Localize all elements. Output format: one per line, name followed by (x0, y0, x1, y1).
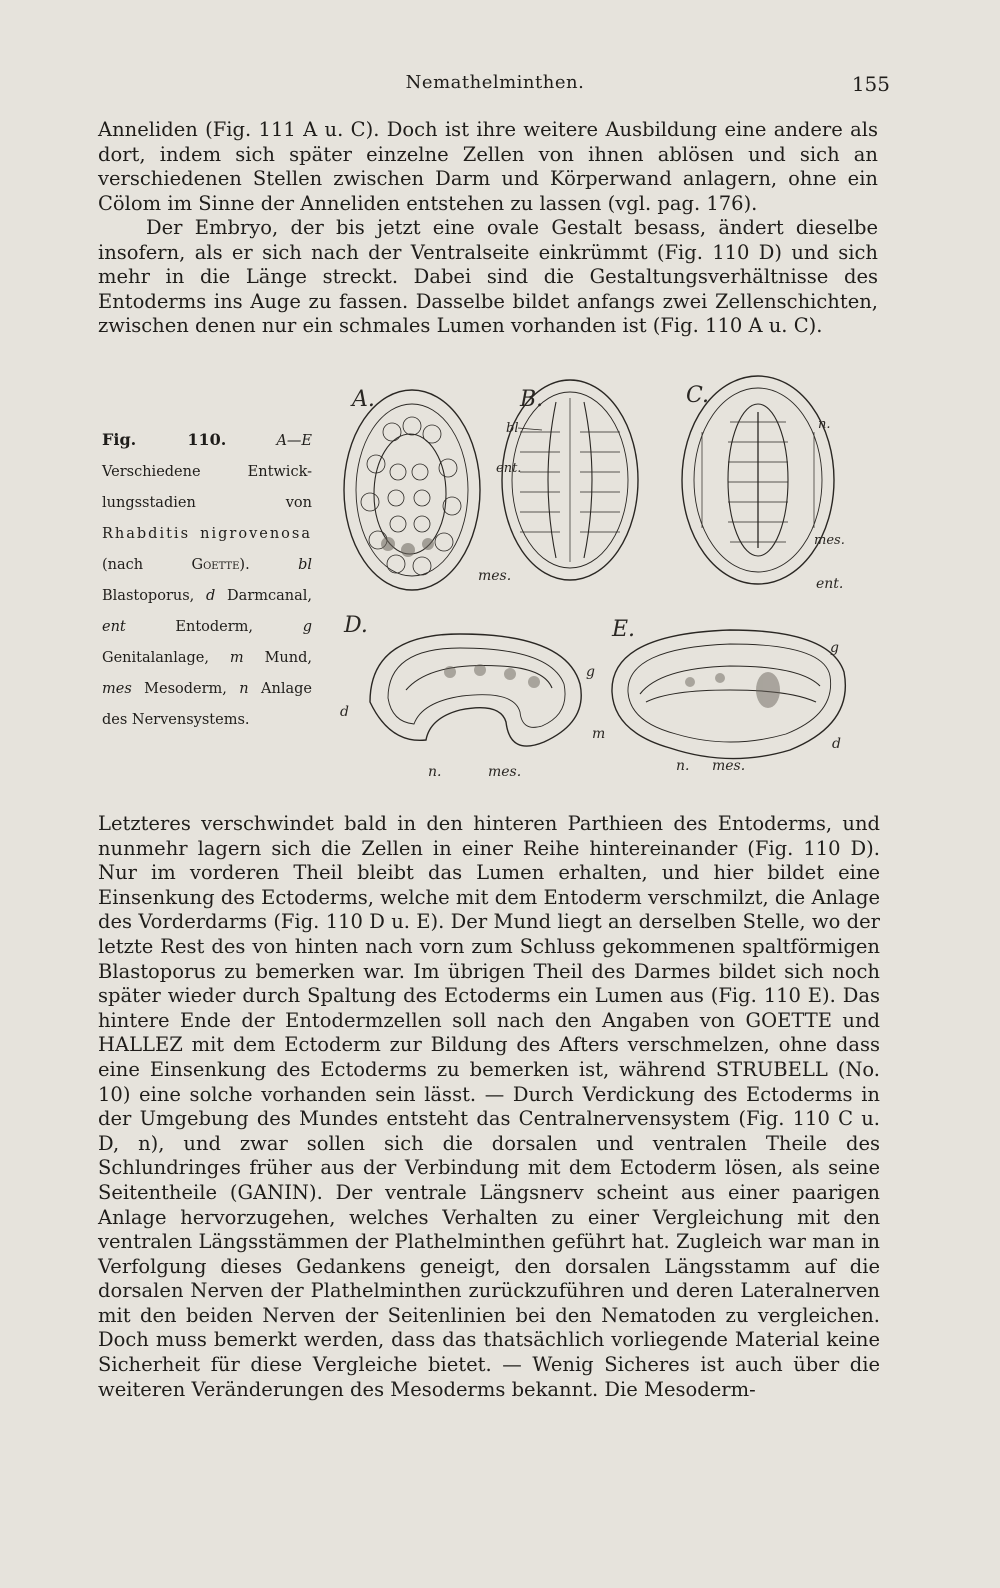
paragraph-2: Der Embryo, der bis jetzt eine ovale Gestalt besass, ändert dieselbe insofern, als er sich nach der Ventralseite einkrümmt (Fig. 110 D) und sich mehr in die Länge streckt. Dabei sind die Gestaltungsverhältnisse des Entoderms ins Auge zu fassen. Dasselbe bildet anfangs zwei Zellenschichten, zwischen denen nur ein schmales Lumen vorhanden ist (Fig. 110 A u. C). (98, 216, 878, 337)
label-d-d: d (340, 704, 349, 720)
label-panel-c: C. (686, 383, 710, 408)
text-block-top (98, 118, 878, 339)
embryo-illustration (330, 372, 890, 792)
panel-e (592, 617, 845, 774)
caption-species: Rhabditis nigrovenosa (102, 526, 312, 542)
caption-fig-label: Fig. 110. (102, 430, 227, 449)
abbr-text-ent: Entoderm, (125, 619, 303, 635)
label-bl: bl (506, 421, 519, 436)
caption-fig-range: A—E (276, 433, 312, 449)
caption-line1: Verschiedene Entwick-lungsstadien von (102, 464, 312, 511)
abbr-key-g: g (302, 619, 312, 635)
label-m-e: m (592, 726, 606, 742)
abbr-key-m: m (229, 650, 244, 666)
abbr-text-mes: Mesoderm, (131, 681, 240, 697)
label-mes-c: mes. (814, 533, 845, 548)
label-mes-a: mes. (478, 568, 512, 584)
label-mes-e: mes. (712, 758, 746, 774)
panel-a (344, 387, 480, 590)
running-title: Nemathelminthen. (405, 72, 585, 93)
label-panel-d: D. (344, 613, 368, 638)
label-ent-c: ent. (816, 576, 844, 592)
label-n-c: n. (818, 417, 831, 432)
caption-source-pre: (nach (102, 557, 192, 573)
label-g-e: g (830, 640, 839, 656)
caption-source-post: ). (239, 557, 250, 573)
abbr-key-n: n (239, 681, 249, 697)
running-header (100, 72, 890, 100)
label-g-d: g (586, 664, 595, 680)
panel-c (682, 376, 845, 592)
abbr-text-m: Mund, (243, 650, 312, 666)
label-n-e: n. (676, 758, 690, 774)
text-block-bottom (98, 812, 880, 1402)
page-number: 155 (851, 72, 890, 96)
label-panel-a: A. (352, 387, 375, 412)
figure-caption (102, 424, 312, 736)
abbr-text-d: Darmcanal, (215, 588, 312, 604)
paragraph-3: Letzteres verschwindet bald in den hinteren Parthieen des Entoderms, und nunmehr lagern sich die Zellen in einer Reihe hintereinander (Fig. 110 D). Nur im vorderen Theil bleibt das Lumen erhalten, und hier bildet eine Einsenkung des Ectoderms, welche mit dem Entoderm verschmilzt, die Anlage des Vorderdarms (Fig. 110 D u. E). Der Mund liegt an derselben Stelle, wo der letzte Rest des von hinten nach vorn zum Schluss gekommenen spaltförmigen Blastoporus zu bemerken war. Im übrigen Theil des Darmes bildet sich noch später wieder durch Spaltung des Ectoderms ein Lumen aus (Fig. 110 E). Das hintere Ende der Entodermzellen soll nach den Angaben von GOETTE und HALLEZ mit dem Ectoderm zur Bildung des Afters verschmelzen, ohne dass eine Einsenkung des Ectoderms zu bemerken ist, während STRUBELL (No. 10) eine solche vorhanden sein lässt. — Durch Verdickung des Ectoderms in der Umgebung des Mundes entsteht das Centralnervensystem (Fig. 110 C u. D, n), und zwar sollen sich die dorsalen und ventralen Theile des Schlundringes früher aus der Verbindung mit dem Ectoderm lösen, als seine Seitentheile (GANIN). Der ventrale Längsnerv scheint aus einer paarigen Anlage hervorzugehen, welches Verhalten zu einer Vergleichung mit den ventralen Längsstämmen der Plathelminthen geführt hat. Zugleich war man in Verfolgung dieses Gedankens geneigt, den dorsalen Längsstamm auf die dorsalen Nerven der Plathelminthen zurückzuführen und deren Lateralnerven mit den beiden Nerven der Seitenlinien bei den Nematoden zu vergleichen. Doch muss bemerkt werden, dass das thatsächlich vorliegende Material keine Sicherheit für diese Vergleiche bietet. — Wenig Sicheres ist auch über die weiteren Veränderungen des Mesoderms bekannt. Die Mesoderm- (98, 812, 880, 1401)
label-panel-b: B. (520, 387, 544, 412)
label-d-e: d (832, 736, 841, 752)
panel-d (340, 613, 595, 780)
abbr-key-ent: ent (102, 619, 126, 635)
abbr-key-d: d (206, 588, 216, 604)
label-panel-e: E. (612, 617, 636, 642)
caption-source-author: Goette (191, 557, 240, 573)
abbr-text-bl: Blastoporus, (102, 588, 207, 604)
abbr-text-n: Anlage des Nervensystems. (102, 681, 312, 728)
label-n-d: n. (428, 764, 442, 780)
abbr-key-mes: mes (102, 681, 132, 697)
paragraph-1: Anneliden (Fig. 111 A u. C). Doch ist ihre weitere Ausbildung eine andere als dort, indem sich später einzelne Zellen von ihnen ablösen und sich an verschiedenen Stellen zwischen Darm und Körperwand anlagern, ohne ein Cölom im Sinne der Anneliden entstehen zu lassen (vgl. pag. 176). (98, 118, 878, 215)
abbr-key-bl: bl (298, 557, 312, 573)
abbr-text-g: Genitalanlage, (102, 650, 230, 666)
panel-b (478, 380, 638, 584)
figure-110 (330, 372, 890, 792)
label-mes-d: mes. (488, 764, 522, 780)
label-ent-a: ent. (496, 461, 522, 476)
